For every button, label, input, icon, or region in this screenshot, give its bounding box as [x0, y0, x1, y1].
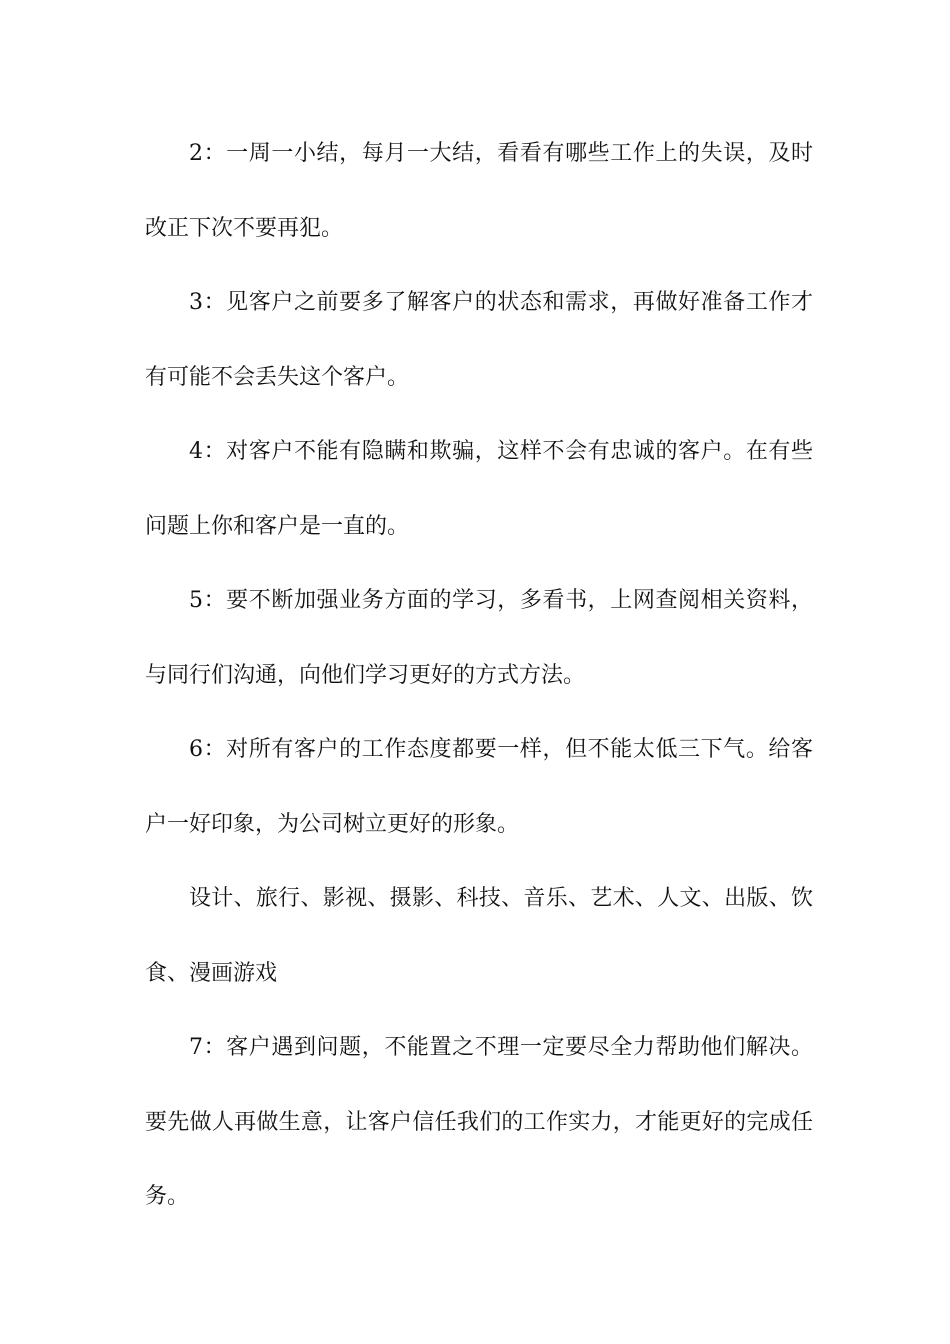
paragraph-item-5: 5：要不断加强业务方面的学习，多看书，上网查阅相关资料，与同行们沟通，向他们学习更好的方式方法。 [145, 588, 813, 688]
paragraph-item-6: 6：对所有客户的工作态度都要一样，但不能太低三下气。给客户一好印象，为公司树立更好的形象。 [145, 737, 813, 837]
paragraph-item-2: 2：一周一小结，每月一大结，看看有哪些工作上的失误，及时改正下次不要再犯。 [145, 141, 813, 241]
paragraph-item-7: 7：客户遇到问题，不能置之不理一定要尽全力帮助他们解决。要先做人再做生意，让客户信任我们的工作实力，才能更好的完成任务。 [145, 1035, 813, 1209]
paragraph-item-3: 3：见客户之前要多了解客户的状态和需求，再做好准备工作才有可能不会丢失这个客户。 [145, 290, 813, 390]
paragraph-category-list: 设计、旅行、影视、摄影、科技、音乐、艺术、人文、出版、饮食、漫画游戏 [145, 886, 813, 986]
paragraph-item-4: 4：对客户不能有隐瞒和欺骗，这样不会有忠诚的客户。在有些问题上你和客户是一直的。 [145, 439, 813, 539]
document-body [145, 117, 813, 1235]
